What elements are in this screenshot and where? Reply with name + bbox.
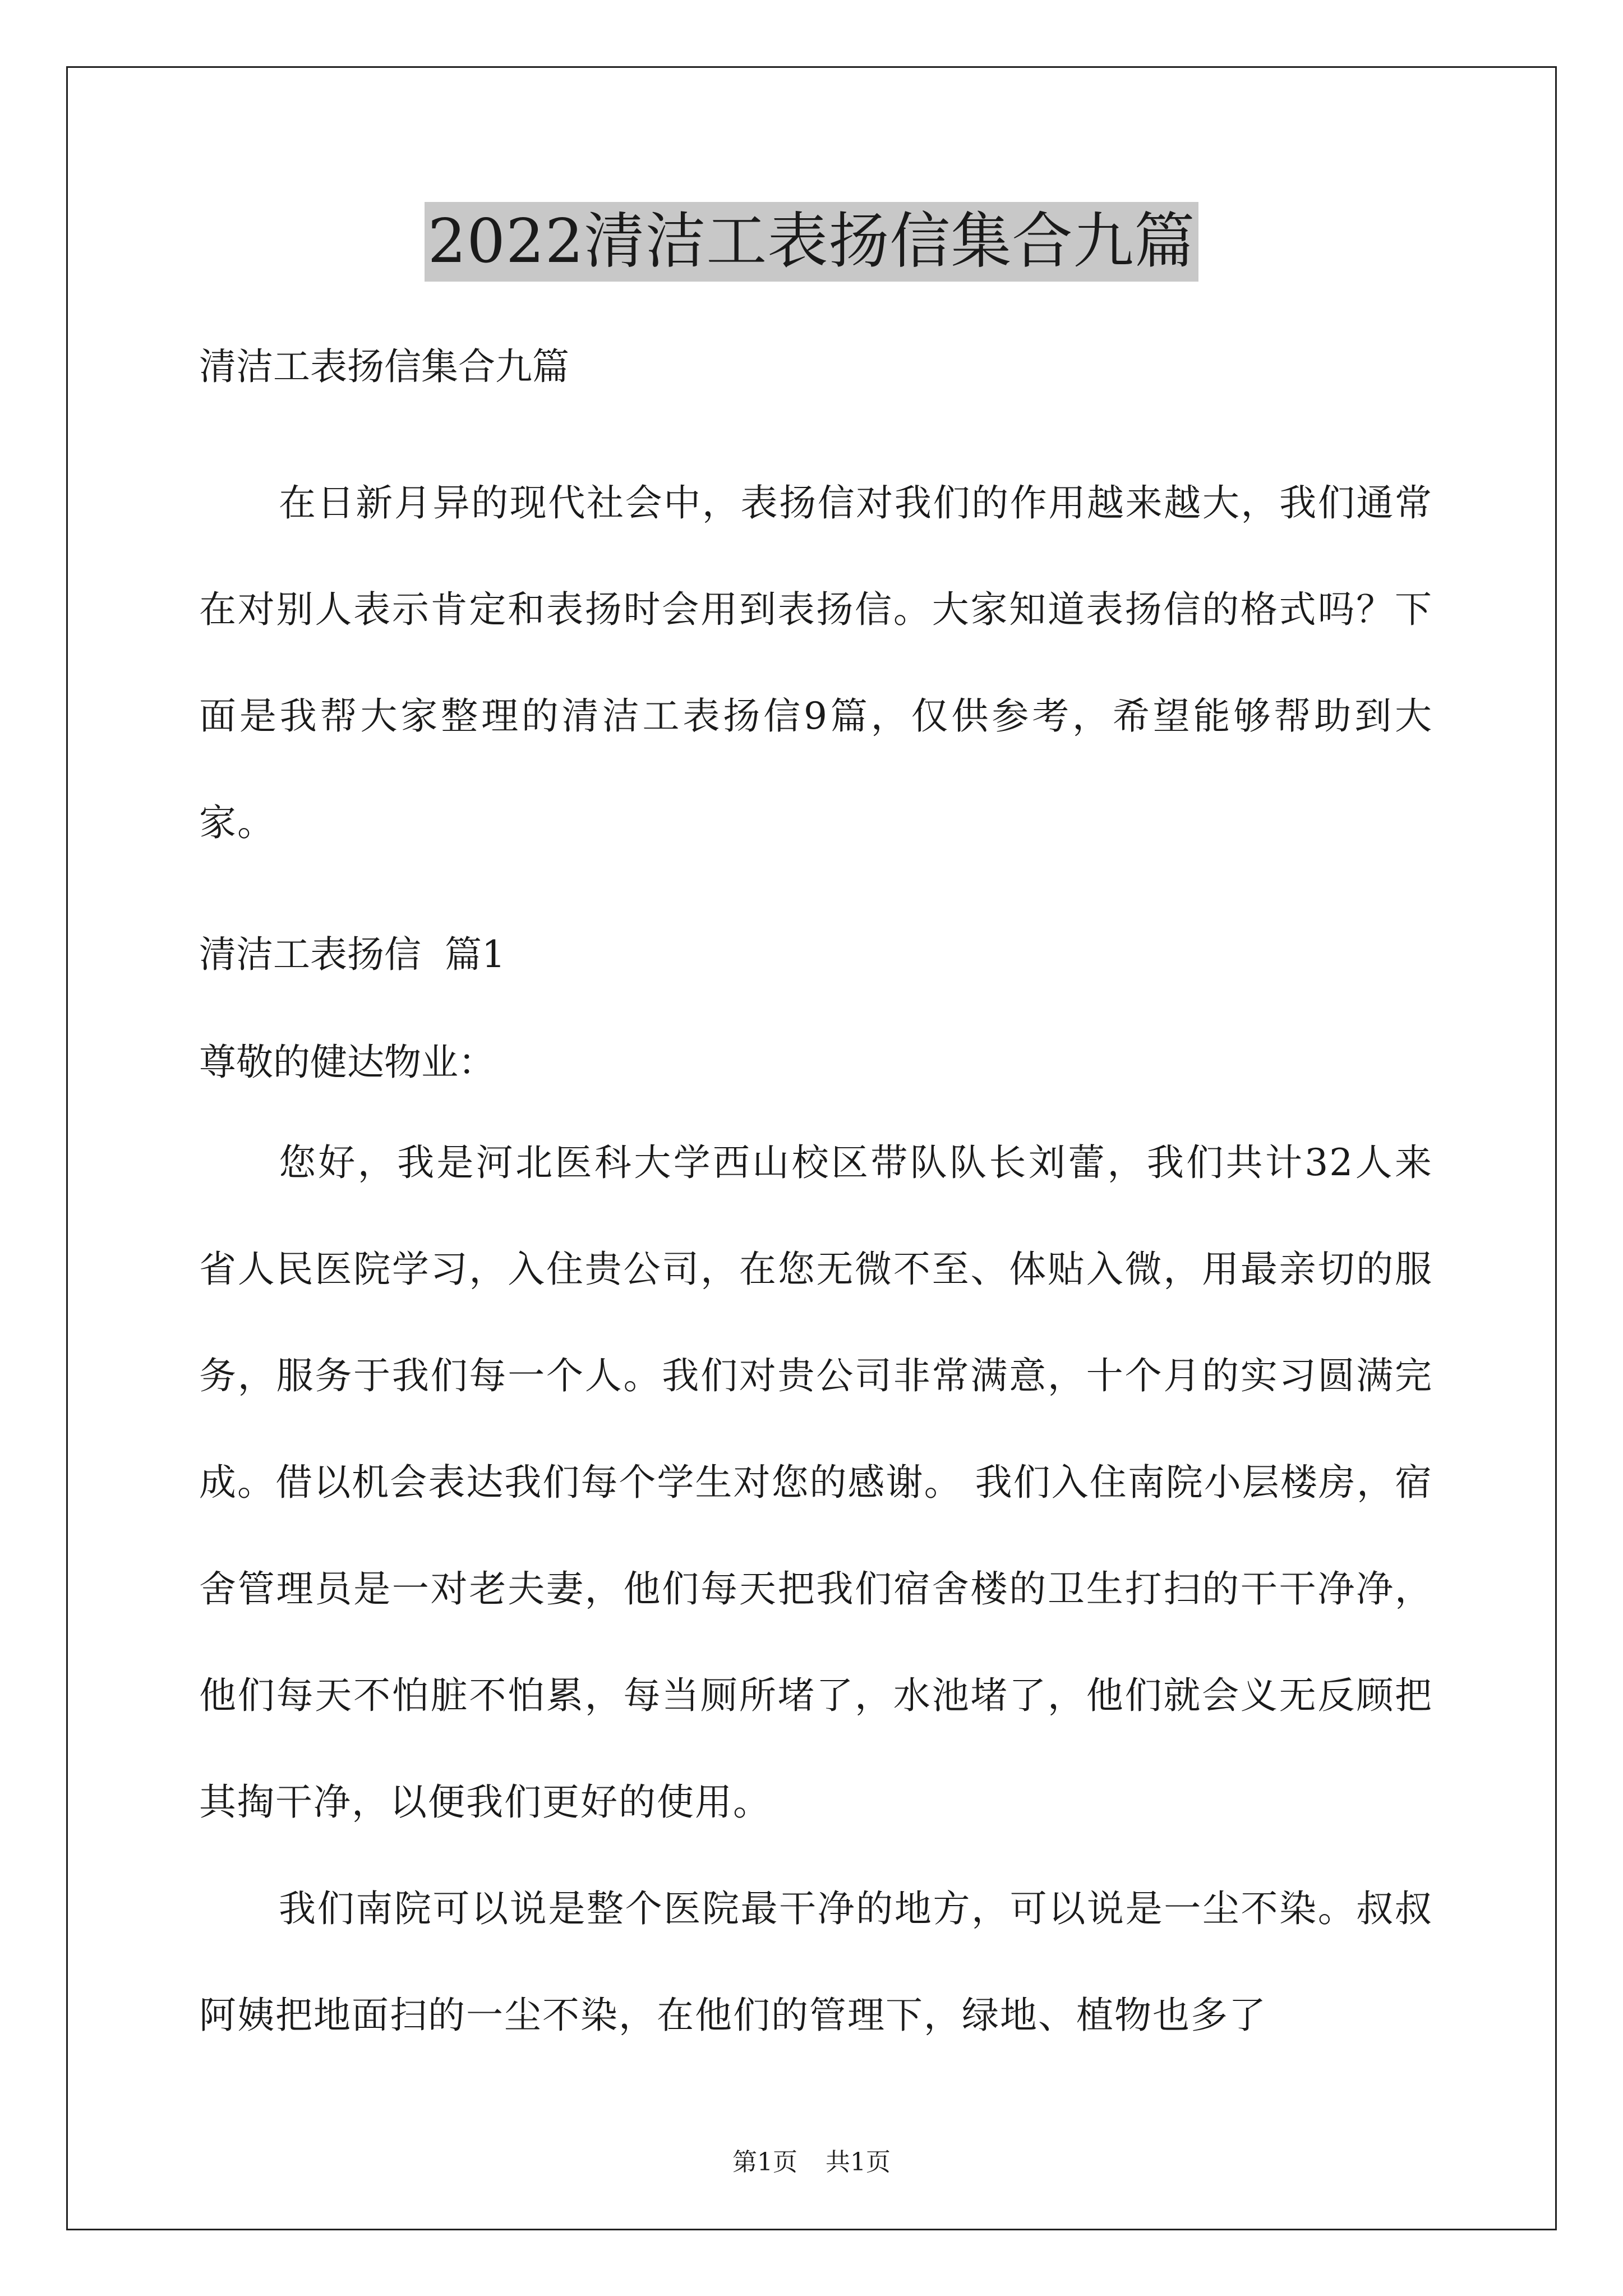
page-footer — [0, 2146, 1623, 2179]
document-title: 2022清洁工表扬信集合九篇 — [425, 202, 1199, 282]
body-paragraph-1: 您好，我是河北医科大学西山校区带队队长刘蕾，我们共计32人来省人民医院学习，入住贵公司，在您无微不至、体贴入微，用最亲切的服务，服务于我们每一个人。我们对贵公司非常满意，十个月的实习圆满完成。借以机会表达我们每个学生对您的感谢。 我们入住南院小层楼房，宿舍管理员是一对老夫妻，他们每天把我们宿舍楼的卫生打扫的干干净净，他们每天不怕脏不怕累，每当厕所堵了，水池堵了，他们就会义无反顾把其掏干净，以便我们更好的使用。 — [199, 1141, 1433, 1824]
body-paragraph-2: 我们南院可以说是整个医院最干净的地方，可以说是一尘不染。叔叔阿姨把地面扫的一尘不染，在他们的管理下，绿地、植物也多了 — [199, 1887, 1433, 2037]
page-number: 第1页 — [732, 2148, 797, 2177]
section-heading: 清洁工表扬信 篇1 — [199, 933, 505, 976]
document-subtitle: 清洁工表扬信集合九篇 — [199, 345, 569, 388]
intro-paragraph: 在日新月异的现代社会中，表扬信对我们的作用越来越大，我们通常在对别人表示肯定和表扬时会用到表扬信。大家知道表扬信的格式吗？下面是我帮大家整理的清洁工表扬信9篇，仅供参考，希望能够帮助到大家。 — [199, 481, 1433, 844]
salutation: 尊敬的健达物业： — [199, 1041, 495, 1084]
page-total: 共1页 — [826, 2148, 891, 2177]
title-container — [0, 202, 1623, 282]
document-body — [199, 342, 1433, 2069]
